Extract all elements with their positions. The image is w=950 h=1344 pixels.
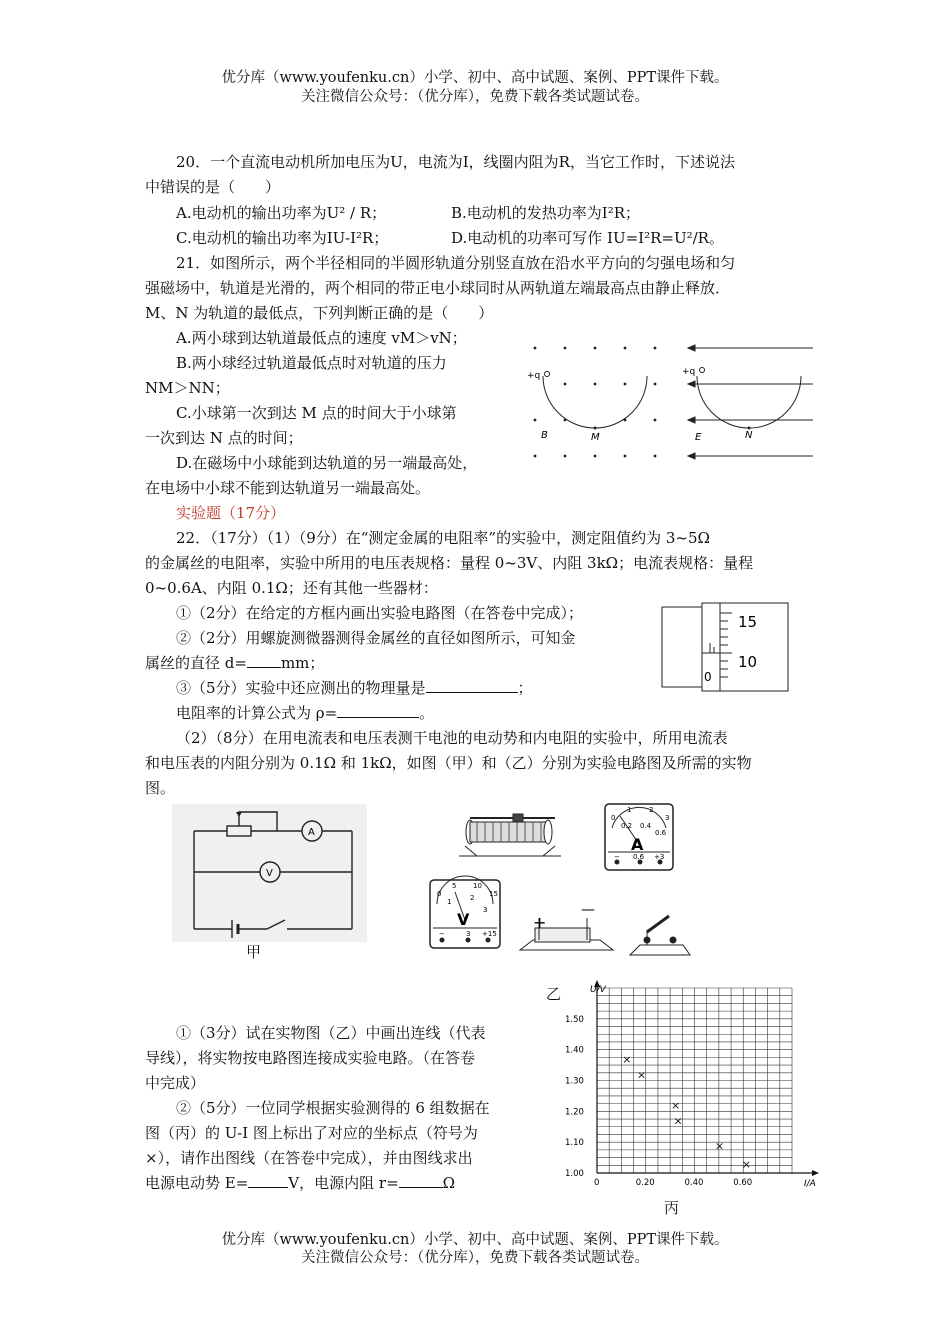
micrometer-figure [660, 595, 790, 695]
emf-blank[interactable] [248, 1173, 288, 1188]
voltmeter-terminal-neg: − [439, 930, 445, 938]
q22-p2-sub-1a: ①（3分）试在实物图（乙）中画出连线（代表 [176, 1024, 486, 1042]
y-tick-label: 1.00 [565, 1169, 584, 1179]
q22-sub-3a [176, 678, 533, 698]
voltmeter-inner-2: 2 [470, 894, 475, 902]
q22-p2-sub-2c: ×），请作出图线（在答卷中完成），并由图线求出 [145, 1149, 473, 1167]
q20-option-d: D.电动机的功率可写作 IU=I²R=U²/R。 [451, 229, 724, 247]
ammeter-terminal-3: +3 [654, 853, 665, 861]
right-charge-label: +q [682, 367, 696, 377]
q22-p1-line-3: 0~0.6A、内阻 0.1Ω；还有其他一些器材： [145, 579, 438, 597]
resistance-blank[interactable] [399, 1173, 443, 1188]
footer-line-2: 关注微信公众号：（优分库），免费下载各类试题试卷。 [301, 1250, 649, 1266]
voltmeter-scale-5: 5 [452, 882, 457, 890]
battery-plus: + [533, 913, 547, 932]
q22-p1-line-1: 22．（17分）（1）（9分）在“测定金属的电阻率”的实验中，测定阻值约为 3~5Ω [176, 529, 710, 547]
micrometer-tick-15: 15 [738, 613, 758, 631]
diameter-blank[interactable] [247, 653, 281, 668]
voltmeter-scale-10: 10 [473, 882, 482, 890]
q22-sub-1: ①（2分）在给定的方框内画出实验电路图（在答卷中完成）； [176, 604, 584, 622]
q21-option-c-2: 一次到达 N 点的时间； [145, 429, 303, 447]
q22-p2-sub-2a: ②（5分）一位同学根据实验测得的 6 组数据在 [176, 1099, 490, 1117]
point-n-label: N [745, 430, 753, 441]
x-axis-arrow [812, 1170, 819, 1176]
data-point: × [671, 1099, 681, 1113]
q21-stem-1: 21．如图所示，两个半径相同的半圆形轨道分别竖直放在沿水平方向的匀强电场和匀 [176, 254, 736, 272]
q21-option-d-2: 在电场中小球不能到达轨道另一端最高处。 [145, 479, 431, 497]
caption-jia: 甲 [246, 943, 262, 961]
diameter-unit: mm； [280, 654, 325, 672]
rheostat [459, 814, 561, 856]
chart-grid [597, 988, 792, 1173]
voltmeter-inner-1: 1 [447, 898, 452, 906]
q21-option-b-2: NM＞NN； [145, 379, 230, 397]
voltmeter-inner-3: 3 [483, 906, 488, 914]
y-tick-label: 1.10 [565, 1138, 584, 1149]
y-tick-label: 1.40 [565, 1045, 584, 1056]
x-axis-label: I/A [804, 1179, 816, 1189]
right-field-label: E [695, 432, 702, 443]
q22-p2-sub-2b: 图（丙）的 U-I 图上标出了对应的坐标点（符号为 [145, 1124, 478, 1142]
q21-option-a: A.两小球到达轨道最低点的速度 vM＞vN； [176, 329, 467, 347]
ammeter-inner-3: 0.6 [655, 829, 667, 837]
ammeter-scale-0: 0 [611, 814, 616, 822]
q22-p2-sub-1b: 导线），将实物按电路图连接成实验电路。（在答卷 [145, 1049, 476, 1067]
q21-figure [525, 340, 815, 465]
y-tick-label: 1.20 [565, 1107, 584, 1118]
data-point: × [673, 1114, 683, 1128]
x-tick-label: 0.40 [684, 1178, 704, 1188]
q20-stem-1: 20．一个直流电动机所加电压为U，电流为I，线圈内阻为R，当它工作时，下述说法 [176, 153, 735, 171]
header-line-2: 关注微信公众号：（优分库），免费下载各类试题试卷。 [301, 89, 649, 105]
quantity-label: ③（5分）实验中还应测出的物理量是 [176, 679, 426, 697]
data-point: × [636, 1068, 647, 1082]
q20-option-c: C.电动机的输出功率为IU-I²R； [176, 229, 389, 247]
resistance-label: V，电源内阻 r= [288, 1174, 399, 1192]
switch-device [630, 916, 690, 955]
ammeter-scale-1: 1 [627, 806, 632, 814]
q22-p2-sub-2d [145, 1173, 455, 1193]
chart-points [622, 1053, 751, 1171]
q22-sub-2b [145, 653, 324, 673]
y-tick-label: 1.30 [565, 1076, 584, 1087]
x-tick-label: 0.60 [733, 1178, 753, 1188]
q22-p2-line-1: （2）（8分）在用电流表和电压表测干电池的电动势和内电阻的实验中，所用电流表 [176, 729, 728, 747]
voltmeter-scale-15: 15 [489, 890, 498, 898]
diameter-label: 属丝的直径 d= [145, 654, 247, 672]
voltmeter-letter: V [457, 910, 470, 929]
y-axis-label: U/V [590, 985, 606, 995]
circuit-diagram [172, 804, 367, 944]
data-point: × [741, 1157, 751, 1171]
q22-p2-sub-1c: 中完成） [145, 1074, 206, 1092]
ui-chart [560, 978, 830, 1200]
q22-p2-line-3: 图。 [145, 779, 176, 797]
data-point: × [622, 1052, 632, 1066]
ammeter-inner-1: 0.2 [621, 822, 633, 830]
emf-label: 电源电动势 E= [145, 1174, 249, 1192]
point-m-label: M [591, 432, 600, 443]
x-tick-label: 0.20 [635, 1178, 655, 1188]
q22-p1-line-2: 的金属丝的电阻率，实验中所用的电压表规格：量程 0~3V、内阻 3kΩ；电流表规格：量程 [145, 554, 754, 572]
q21-option-d-1: D.在磁场中小球能到达轨道的另一端最高处， [176, 454, 478, 472]
quantity-blank[interactable] [426, 678, 518, 693]
q20-option-b: B.电动机的发热功率为I²R； [451, 204, 641, 222]
voltmeter-label: V [266, 868, 273, 879]
chart-ticks [565, 1015, 752, 1188]
q22-sub-3b [176, 703, 434, 723]
section-title: 实验题（17分） [176, 504, 286, 522]
left-charge-label: +q [527, 371, 541, 381]
x-tick-label: 0 [594, 1178, 600, 1188]
footer-line-1: 优分库（www.youfenku.cn）小学、初中、高中试题、案例、PPT课件下载。 [221, 1232, 729, 1248]
caption-yi: 乙 [546, 985, 562, 1003]
q21-option-b-1: B.两小球经过轨道最低点时对轨道的压力 [176, 354, 447, 372]
ammeter-scale-3: 3 [665, 814, 670, 822]
ohm-unit: Ω [442, 1174, 456, 1192]
q21-stem-2: 强磁场中，轨道是光滑的，两个相同的带正电小球同时从两轨道左端最高点由静止释放． [145, 279, 731, 297]
voltmeter-terminal-15: +15 [482, 930, 497, 938]
ammeter-terminal-06: 0.6 [633, 853, 645, 861]
apparatus-figure [425, 800, 705, 965]
left-ball [545, 372, 550, 377]
ammeter-letter: A [631, 835, 644, 854]
resistivity-label: 电阻率的计算公式为 ρ= [176, 704, 338, 722]
q22-p2-line-2: 和电压表的内阻分别为 0.1Ω 和 1kΩ，如图（甲）和（乙）分别为实验电路图及所需的实物 [145, 754, 752, 772]
q21-stem-3: M、N 为轨道的最低点，下列判断正确的是（ ） [145, 304, 494, 322]
voltmeter-scale-0: 0 [437, 890, 442, 898]
micrometer-tick-0: 0 [704, 670, 712, 684]
ammeter-terminal-neg: − [614, 853, 620, 861]
q22-sub-2a: ②（2分）用螺旋测微器测得金属丝的直径如图所示，可知金 [176, 629, 576, 647]
header-line-1: 优分库（www.youfenku.cn）小学、初中、高中试题、案例、PPT课件下载。 [221, 70, 729, 86]
battery-minus: — [581, 902, 595, 918]
y-tick-label: 1.50 [565, 1014, 584, 1025]
q20-stem-2: 中错误的是（ ） [145, 178, 281, 196]
quantity-end: ； [517, 679, 533, 697]
ammeter-label: A [308, 827, 315, 838]
q21-option-c-1: C.小球第一次到达 M 点的时间大于小球第 [176, 404, 457, 422]
data-point: × [714, 1139, 725, 1153]
right-ball [700, 368, 705, 373]
caption-bing: 丙 [664, 1199, 680, 1217]
micrometer-tick-10: 10 [738, 653, 758, 671]
ammeter-scale-2: 2 [649, 806, 654, 814]
voltmeter-terminal-3: 3 [466, 930, 471, 938]
q20-option-a: A.电动机的输出功率为U² / R； [176, 204, 387, 222]
resistivity-blank[interactable] [337, 703, 419, 718]
left-field-label: B [541, 430, 548, 441]
ammeter-inner-2: 0.4 [640, 822, 652, 830]
resistivity-end: 。 [419, 704, 435, 722]
